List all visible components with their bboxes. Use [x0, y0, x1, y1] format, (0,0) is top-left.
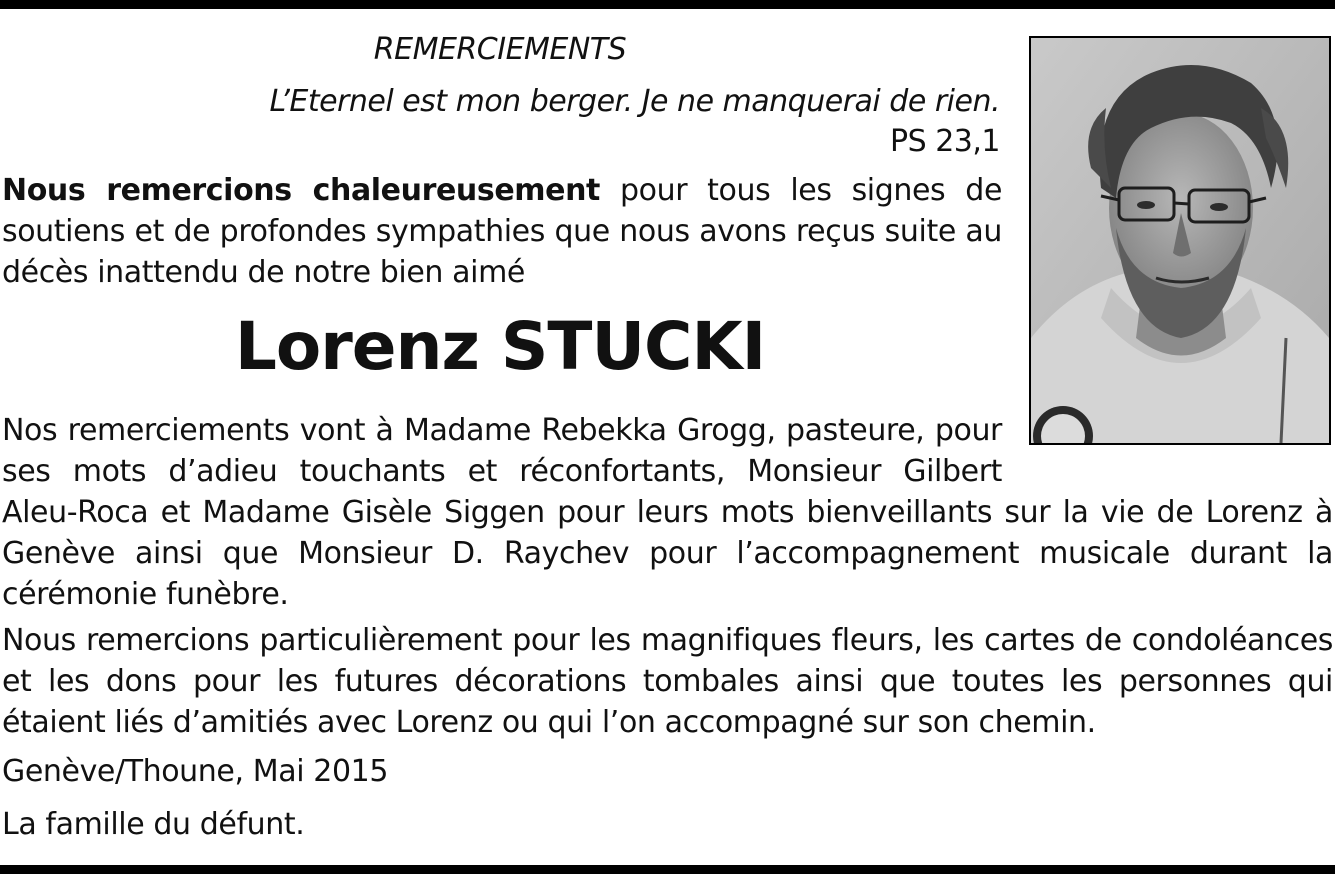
intro-text: pour tous les signes de soutiens et de profondes sympathies que nous avons reçus suite au décès inattendu de notre bien aimé: [2, 173, 1003, 290]
intro-paragraph: [2, 170, 1002, 293]
bottom-rule: [0, 865, 1335, 874]
notice-heading: REMERCIEMENTS: [373, 32, 627, 67]
flowers-paragraph: Nous remercions particulièrement pour les magnifiques fleurs, les cartes de condoléances et les dons pour les futures décorations tombales ainsi que toutes les personnes qui étaient liés d’amitiés avec Lorenz ou qui l’on accompagné sur son chemin.: [2, 623, 1333, 740]
portrait-illustration: [1031, 38, 1329, 443]
thanks-paragraph-part-b: Aleu-Roca et Madame Gisèle Siggen pour leurs mots bienveillants sur la vie de Lorenz à Genève ainsi que Monsieur D. Raychev pour l’accompagnement musicale durant la cérémonie funèbre.: [2, 495, 1333, 612]
verse-reference: PS 23,1: [890, 124, 1000, 159]
deceased-name: Lorenz STUCKI: [234, 308, 766, 385]
top-rule: [0, 0, 1335, 9]
place-date: Genève/Thoune, Mai 2015: [2, 754, 389, 789]
intro-bold-lead: Nous remercions chaleureusement: [2, 173, 600, 208]
verse-quote: L’Eternel est mon berger. Je ne manquerai de rien.: [269, 84, 1000, 119]
thanks-paragraph-part-a: Nos remerciements vont à Madame Rebekka Grogg, pasteure, pour ses mots d’adieu touchants et réconfortants, Monsieur Gilbert: [2, 413, 1002, 489]
portrait-photo: [1029, 36, 1331, 445]
bible-verse: [270, 82, 1001, 162]
family-signature: La famille du défunt.: [2, 807, 305, 842]
